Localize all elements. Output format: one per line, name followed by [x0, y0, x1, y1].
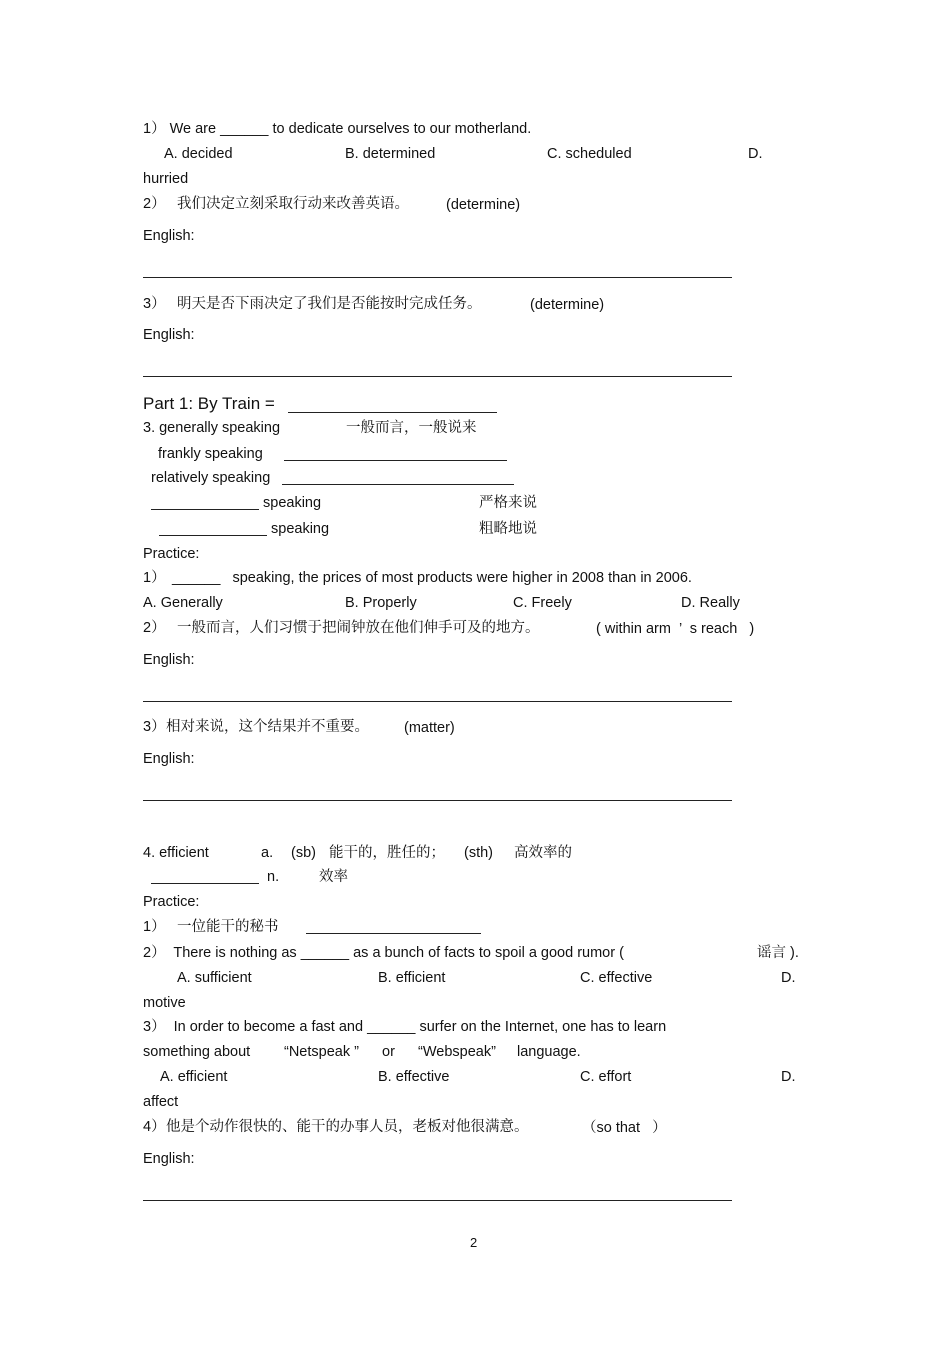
q2-english-label: English:: [143, 228, 195, 244]
sec4-q2-option-d-text: motive: [143, 995, 186, 1011]
sec4-practice-label: Practice:: [143, 894, 200, 910]
sec4-q2-option-a: A. sufficient: [177, 970, 252, 986]
sec4-q3-stem: 3） In order to become a fast and ______ surfer on the Internet, one has to learn: [143, 1019, 667, 1035]
sec3-q2-chinese: 一般而言，人们习惯于把闹钟放在他们伸手可及的地方。: [177, 620, 540, 636]
sec3-q1-option-d: D. Really: [681, 595, 740, 611]
answer-line: [143, 376, 732, 377]
sec3-q3-chinese: 相对来说，这个结果并不重要。: [166, 719, 369, 735]
roughly-blank: [159, 521, 267, 536]
sec4-heading: 4. efficient: [143, 845, 209, 861]
sec4-q3-webspeak: “Webspeak”: [418, 1044, 496, 1060]
sec3-q2-number: 2）: [143, 620, 166, 636]
sec4-q3-language: language.: [517, 1044, 581, 1060]
q2-hint: (determine): [446, 197, 521, 213]
sec4-q3-or: or: [382, 1044, 395, 1060]
q3-chinese: 明天是否下雨决定了我们是否能按时完成任务。: [177, 296, 482, 312]
sec4-q3-option-b: B. effective: [378, 1069, 450, 1085]
q1-option-d-text: hurried: [143, 171, 189, 187]
sec3-q1-option-a: A. Generally: [143, 595, 223, 611]
sec4-q3-option-d: D.: [781, 1069, 796, 1085]
frankly-blank: [284, 446, 507, 461]
sec3-q1-option-c: C. Freely: [513, 595, 572, 611]
speaking-2: speaking: [271, 521, 330, 537]
sec4-q4-number: 4）: [143, 1119, 166, 1135]
speaking-1-chinese: 严格来说: [479, 495, 537, 511]
sec4-q2-option-d: D.: [781, 970, 796, 986]
sec4-q3-stem-part-a: something about: [143, 1044, 251, 1060]
q3-hint: (determine): [530, 297, 605, 313]
sec4-sth: (sth): [464, 845, 493, 861]
answer-line: [143, 701, 732, 702]
q2-number: 2）: [143, 196, 166, 212]
speaking-1: speaking: [263, 495, 322, 511]
efficiency-blank: [151, 869, 259, 884]
q1-option-c: C. scheduled: [547, 146, 632, 162]
part1-blank: [288, 397, 497, 413]
relatively-blank: [282, 470, 514, 485]
answer-line: [143, 800, 732, 801]
sec4-noun-chinese: 效率: [319, 869, 348, 885]
answer-line: [143, 1200, 732, 1201]
sec4-q1-number: 1）: [143, 919, 166, 935]
q1-option-d: D.: [748, 146, 763, 162]
q2-chinese: 我们决定立刻采取行动来改善英语。: [177, 196, 409, 212]
sec3-q2-hint: ( within arm ’ s reach ): [596, 621, 755, 637]
sec4-q2-chinese: 谣言 ).: [757, 945, 799, 961]
sec3-q1-number: 1）: [143, 570, 166, 586]
speaking-2-chinese: 粗略地说: [479, 521, 537, 537]
sec4-q2-option-b: B. efficient: [378, 970, 446, 986]
strictly-blank: [151, 495, 259, 510]
q3-number: 3）: [143, 296, 166, 312]
sec3-practice-label: Practice:: [143, 546, 200, 562]
sec4-q3-option-c: C. effort: [580, 1069, 632, 1085]
q1-option-a: A. decided: [164, 146, 233, 162]
sec4-sb: (sb): [291, 845, 316, 861]
sec4-q3-netspeak: “Netspeak ”: [284, 1044, 359, 1060]
part1-title: Part 1: By Train =: [143, 394, 280, 413]
frankly-speaking: frankly speaking: [158, 446, 263, 462]
sec3-q3-english-label: English:: [143, 751, 195, 767]
sec4-adjective-label: a.: [261, 845, 274, 861]
q1-stem: 1） We are ______ to dedicate ourselves to our motherland.: [143, 121, 532, 137]
secretary-blank: [306, 919, 481, 934]
sec4-q2-stem: 2） There is nothing as ______ as a bunch of facts to spoil a good rumor (: [143, 945, 624, 961]
sec4-noun-label: n.: [267, 869, 280, 885]
sec3-q2-english-label: English:: [143, 652, 195, 668]
sec3-q1-stem: ______ speaking, the prices of most products were higher in 2008 than in 2006.: [172, 570, 692, 586]
sec4-q1-chinese: 一位能干的秘书: [177, 919, 279, 935]
sec3-q3-number: 3）: [143, 719, 166, 735]
sec4-q2-option-c: C. effective: [580, 970, 653, 986]
sec4-q4-hint: （so that ）: [582, 1120, 667, 1136]
sec4-q4-chinese: 他是个动作很快的、能干的办事人员，老板对他很满意。: [166, 1119, 529, 1135]
sec4-q4-english-label: English:: [143, 1151, 195, 1167]
sec4-sth-chinese: 高效率的: [514, 845, 572, 861]
sec4-q3-option-a: A. efficient: [160, 1069, 228, 1085]
page-number: 2: [470, 1235, 478, 1250]
sec3-heading: 3. generally speaking: [143, 420, 281, 436]
q1-option-b: B. determined: [345, 146, 436, 162]
sec4-sb-chinese: 能干的，胜任的；: [329, 845, 445, 861]
answer-line: [143, 277, 732, 278]
sec3-q3-hint: (matter): [404, 720, 455, 736]
sec4-q3-option-d-text: affect: [143, 1094, 179, 1110]
relatively-speaking: relatively speaking: [151, 470, 271, 486]
sec3-q1-option-b: B. Properly: [345, 595, 417, 611]
q3-english-label: English:: [143, 327, 195, 343]
sec3-heading-chinese: 一般而言，一般说来: [346, 420, 477, 436]
